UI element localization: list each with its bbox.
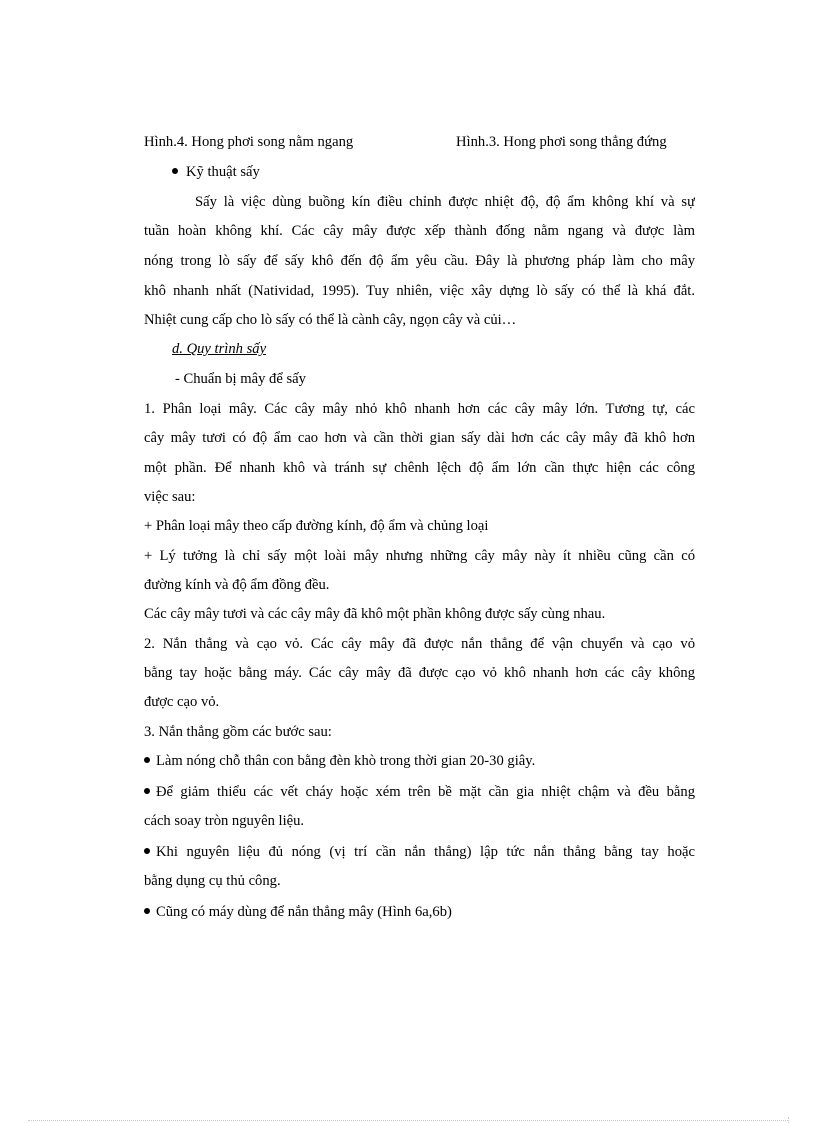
step-bullet-continuation: cách soay tròn nguyên liệu. (144, 813, 305, 829)
item-2-line: 2. Nắn thẳng và cạo vỏ. Các cây mây đã được nắn thẳng để vận chuyển và cạo vỏ (144, 636, 695, 652)
bullet-icon (144, 788, 150, 794)
item-1-line: việc sau: (144, 489, 196, 505)
step-bullet-text: Khi nguyên liệu đủ nóng (vị trí cần nắn thẳng) lập tức nắn thẳng bằng tay hoặc (156, 844, 695, 860)
bullet-drying-technique-label: Kỹ thuật sấy (186, 164, 260, 180)
note-line: Các cây mây tươi và các cây mây đã khô một phần không được sấy cùng nhau. (144, 606, 606, 622)
step-bullet (144, 843, 695, 861)
caption-figure-3: Hình.3. Hong phơi song thẳng đứng (456, 134, 667, 150)
item-2-line: bằng tay hoặc bằng máy. Các cây mây đã được cạo vỏ khô nhanh hơn các cây không (144, 665, 695, 681)
paragraph-line: nóng trong lò sấy để sấy khô đến độ ẩm yêu cầu. Đây là phương pháp làm cho mây (144, 253, 695, 269)
plus-item: + Phân loại mây theo cấp đường kính, độ ẩm và chủng loại (144, 518, 489, 534)
step-bullet (144, 752, 535, 770)
page-footer-rule (28, 1120, 788, 1121)
bullet-icon (144, 757, 150, 763)
step-bullet (144, 783, 695, 801)
plus-item-line: đường kính và độ ẩm đồng đều. (144, 577, 330, 593)
step-bullet-text: Làm nóng chỗ thân con bằng đèn khò trong thời gian 20-30 giây. (156, 753, 536, 769)
bullet-drying-technique (172, 163, 260, 181)
item-3-title: 3. Nắn thẳng gồm các bước sau: (144, 724, 332, 740)
paragraph-line: Nhiệt cung cấp cho lò sấy có thể là cành cây, ngọn cây và củi… (144, 312, 517, 328)
step-bullet-text: Để giảm thiểu các vết cháy hoặc xém trên bề mặt cần gia nhiệt chậm và đều bằng (156, 784, 695, 800)
item-1-line: một phần. Để nhanh khô và tránh sự chênh lệch độ ẩm lớn cần thực hiện các công (144, 460, 695, 476)
caption-figure-4: Hình.4. Hong phơi song nằm ngang (144, 134, 354, 150)
item-1-line: cây mây tươi có độ ẩm cao hơn và cần thời gian sấy dài hơn các cây mây đã khô hơn (144, 430, 695, 446)
step-bullet (144, 903, 452, 921)
paragraph-line: Sấy là việc dùng buồng kín điều chỉnh được nhiệt độ, độ ẩm không khí và sự (195, 194, 695, 210)
bullet-icon (144, 848, 150, 854)
bullet-icon (172, 168, 178, 174)
sub-heading-prepare: - Chuẩn bị mây để sấy (175, 371, 306, 387)
paragraph-line: khô nhanh nhất (Natividad, 1995). Tuy nhiên, việc xây dựng lò sấy có thể là khá đắt. (144, 283, 695, 299)
step-bullet-text: Cũng có máy dùng để nắn thẳng mây (Hình 6a,6b) (156, 904, 452, 920)
section-heading-drying-process: d. Quy trình sấy (172, 341, 267, 357)
plus-item-line: + Lý tưởng là chỉ sấy một loài mây nhưng những cây mây này ít nhiều cũng cần có (144, 548, 695, 564)
paragraph-line: tuần hoàn không khí. Các cây mây được xếp thành đống nằm ngang và được làm (144, 223, 695, 239)
page-footer-tick (788, 1117, 789, 1123)
step-bullet-continuation: bằng dụng cụ thủ công. (144, 873, 281, 889)
bullet-icon (144, 908, 150, 914)
item-1-line: 1. Phân loại mây. Các cây mây nhỏ khô nhanh hơn các cây mây lớn. Tương tự, các (144, 401, 695, 417)
item-2-line: được cạo vỏ. (144, 694, 220, 710)
